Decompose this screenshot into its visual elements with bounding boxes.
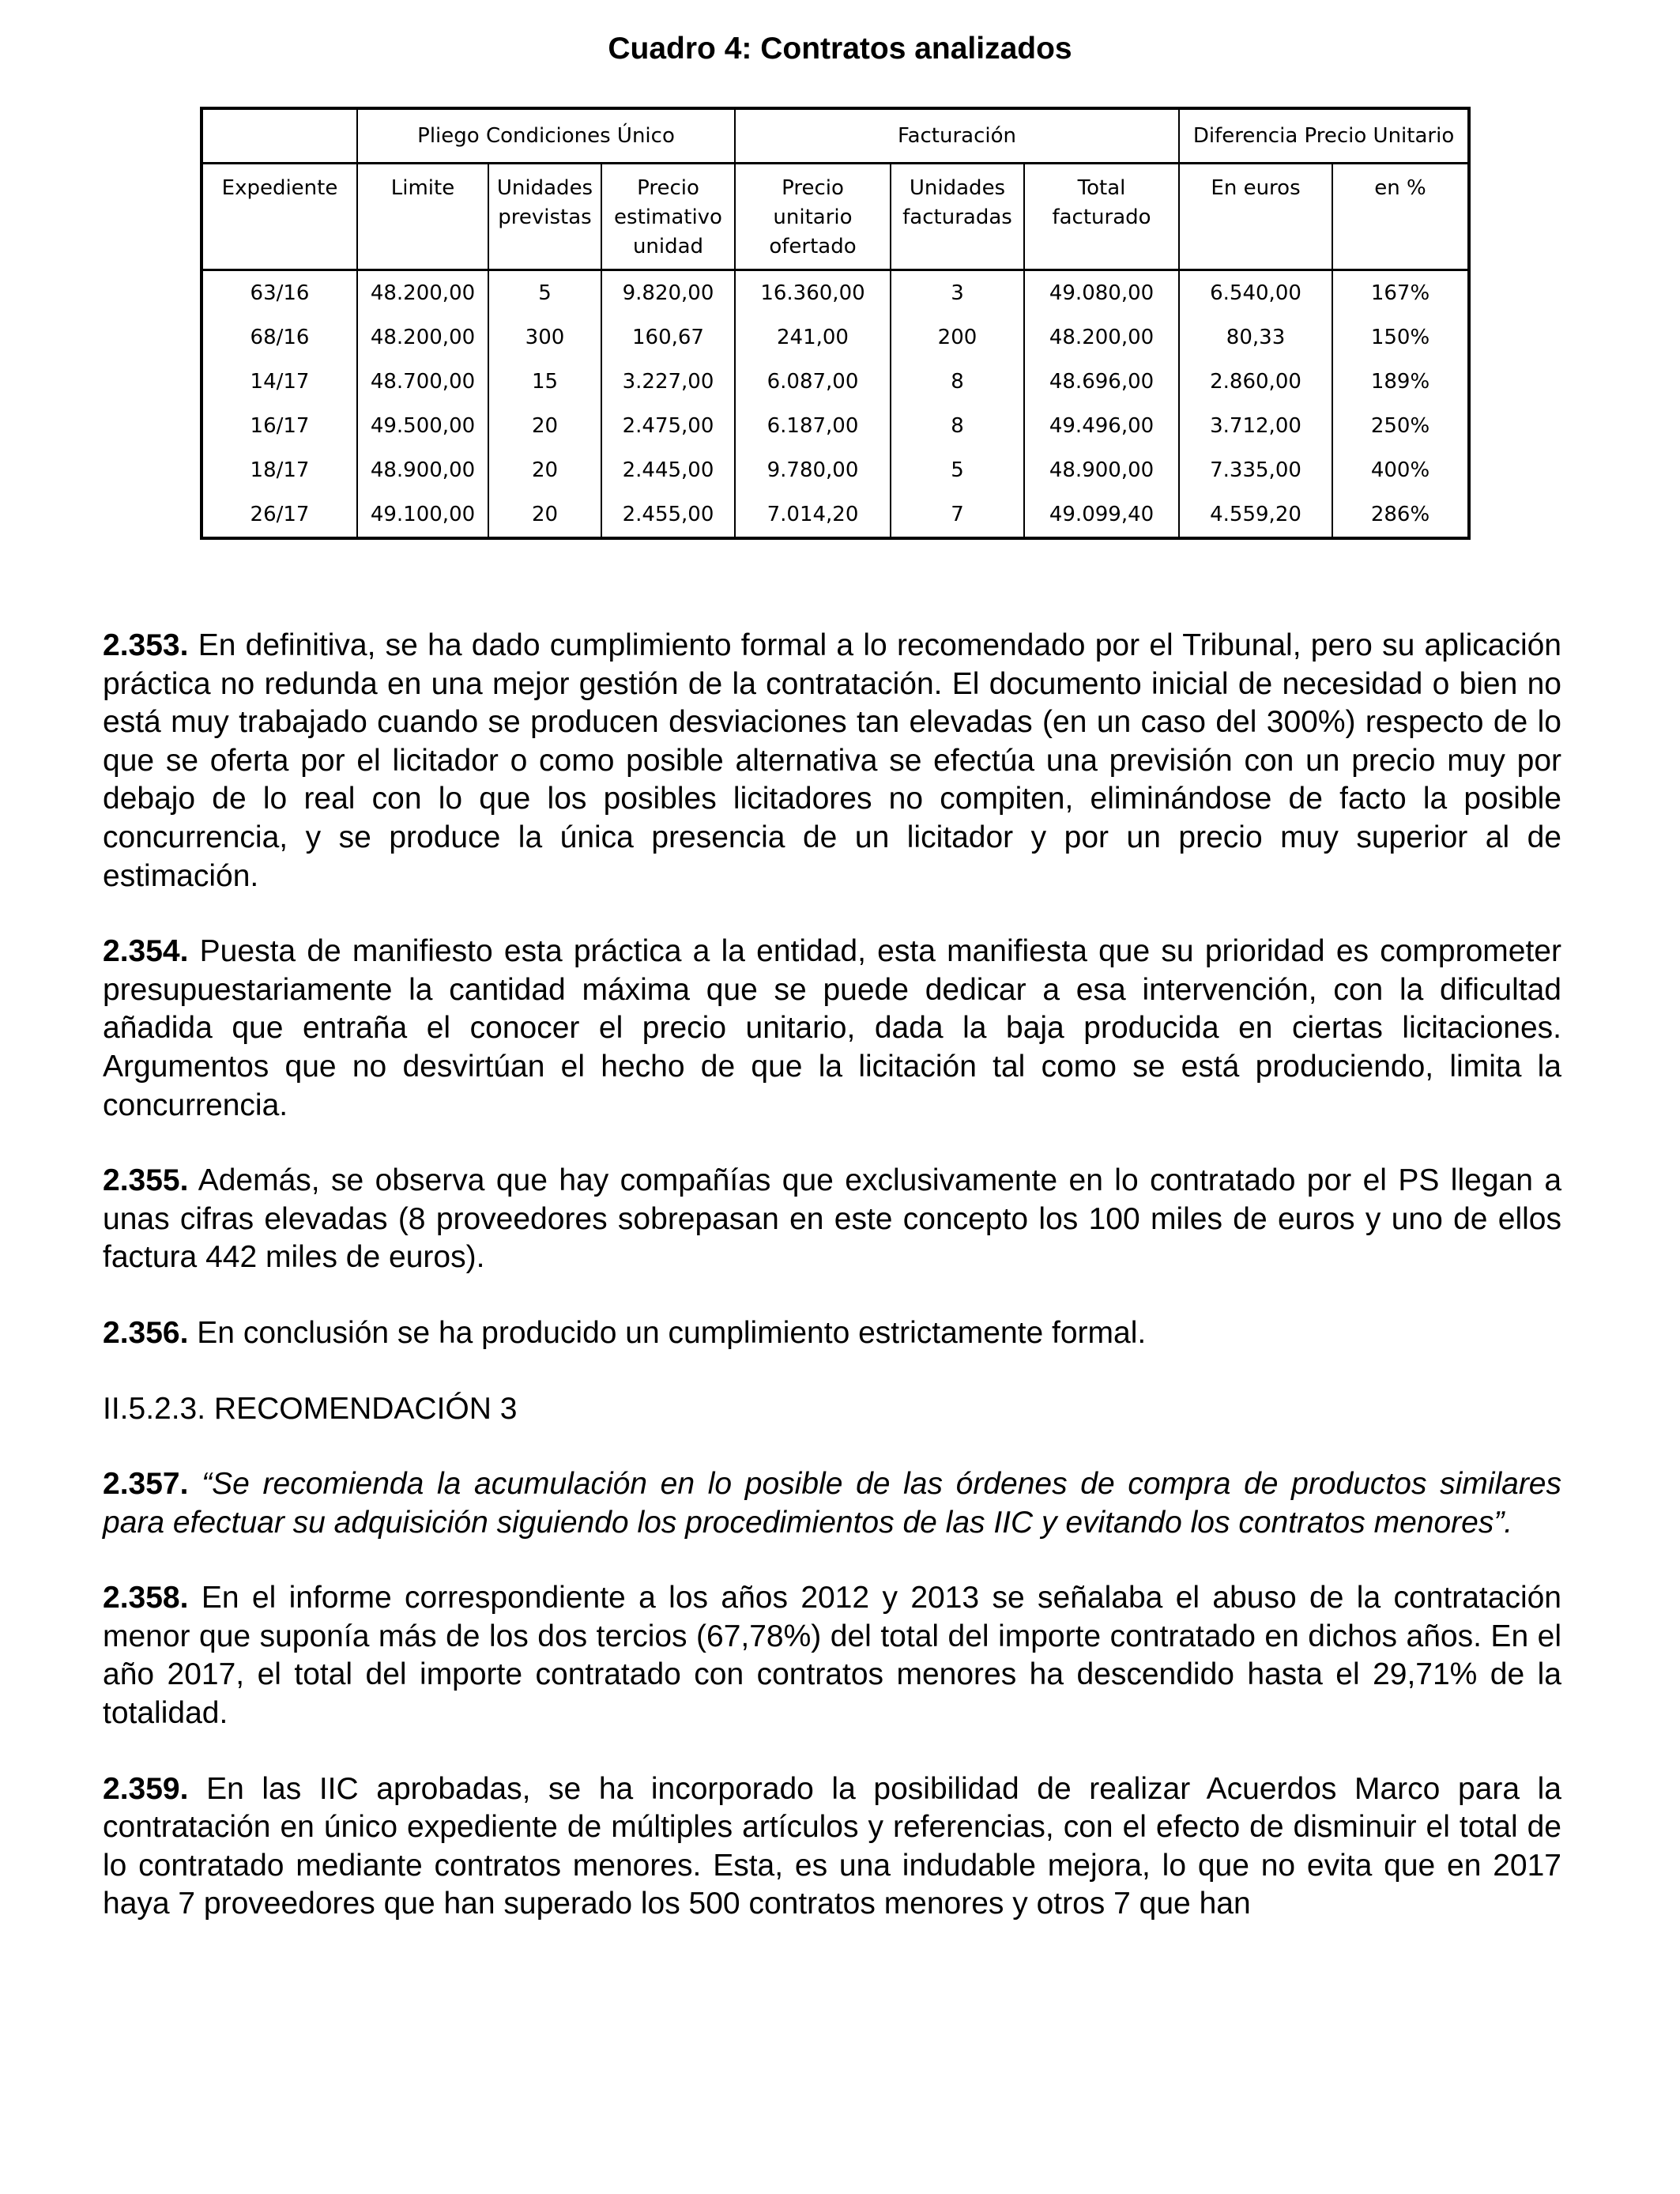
paragraph-2-355 — [103, 1162, 1561, 1277]
table-cell: 48.700,00 — [357, 360, 488, 404]
paragraph-text: En el informe correspondiente a los años 2012 y 2013 se señalaba el abuso de la contratación menor que suponía más de los dos tercios (67,78%) del total del importe contratado en dichos años. En el año 2017, el total del importe contratado con contratos menores ha descendido hasta el 29,71% de la totalidad. — [103, 1581, 1561, 1731]
table-cell: 49.500,00 — [357, 404, 488, 448]
col-header-precio-unitario-ofertado: Precio unitario ofertado — [735, 164, 891, 270]
table-cell: 49.080,00 — [1024, 270, 1179, 316]
group-header-empty — [202, 108, 357, 164]
table-cell: 2.445,00 — [601, 448, 735, 492]
col-header-unidades-previstas: Unidades previstas — [488, 164, 601, 270]
table-row — [202, 270, 1469, 316]
col-header-en-euros: En euros — [1179, 164, 1332, 270]
table-cell: 48.900,00 — [1024, 448, 1179, 492]
table-cell: 48.696,00 — [1024, 360, 1179, 404]
table-cell: 6.087,00 — [735, 360, 891, 404]
paragraph-2-353 — [103, 627, 1561, 895]
table-cell: 63/16 — [202, 270, 357, 316]
table-row — [202, 315, 1469, 360]
table-cell: 400% — [1332, 448, 1469, 492]
table-cell: 160,67 — [601, 315, 735, 360]
table-caption: Cuadro 4: Contratos analizados — [608, 32, 1072, 66]
paragraph-text: En definitiva, se ha dado cumplimiento formal a lo recomendado por el Tribunal, pero su aplicación práctica no redunda en una mejor gestión de la contratación. El documento inicial de necesidad o bien no está muy trabajado cuando se producen desviaciones tan elevadas (en un caso del 300%) respecto de lo que se oferta por el licitador o como posible alternativa se efectúa una previsión con un precio muy por debajo de lo real con lo que los posibles licitadores no compiten, eliminándose de facto la posible concurrencia, y se produce la única presencia de un licitador y por un precio muy superior al de estimación. — [103, 628, 1561, 893]
table-cell: 9.820,00 — [601, 270, 735, 316]
table-cell: 48.200,00 — [357, 270, 488, 316]
table-cell: 189% — [1332, 360, 1469, 404]
table-cell: 48.200,00 — [1024, 315, 1179, 360]
table-cell: 2.475,00 — [601, 404, 735, 448]
col-header-precio-estimativo: Precio estimativo unidad — [601, 164, 735, 270]
table-cell: 49.099,40 — [1024, 492, 1179, 538]
table-cell: 9.780,00 — [735, 448, 891, 492]
paragraph-text: Puesta de manifiesto esta práctica a la entidad, esta manifiesta que su prioridad es comprometer presupuestariamente la cantidad máxima que se puede dedicar a esa intervención, con la dificultad añadida que entraña el conocer el precio unitario, dada la baja producida en ciertas licitaciones. Argumentos que no desvirtúan el hecho de que la licitación tal como se está produciendo, limita la concurrencia. — [103, 934, 1561, 1122]
paragraph-text: En conclusión se ha producido un cumplimiento estrictamente formal. — [197, 1315, 1147, 1350]
table-row — [202, 360, 1469, 404]
group-header-diferencia: Diferencia Precio Unitario — [1179, 108, 1469, 164]
col-header-en-porcentaje: en % — [1332, 164, 1469, 270]
table-cell: 3.227,00 — [601, 360, 735, 404]
group-header-pliego: Pliego Condiciones Único — [357, 108, 735, 164]
table-column-header-row — [202, 164, 1469, 270]
table-cell: 48.900,00 — [357, 448, 488, 492]
paragraph-text: “Se recomienda la acumulación en lo posible de las órdenes de compra de productos similares para efectuar su adquisición siguiendo los procedimientos de las IIC y evitando los contratos menores”. — [103, 1467, 1561, 1540]
table-cell: 286% — [1332, 492, 1469, 538]
paragraph-number: 2.353. — [103, 628, 189, 662]
table-cell: 49.496,00 — [1024, 404, 1179, 448]
table-cell: 4.559,20 — [1179, 492, 1332, 538]
table-cell: 6.540,00 — [1179, 270, 1332, 316]
table-cell: 3 — [891, 270, 1024, 316]
table-cell: 7.014,20 — [735, 492, 891, 538]
table-cell: 150% — [1332, 315, 1469, 360]
table-cell: 5 — [891, 448, 1024, 492]
table-cell: 5 — [488, 270, 601, 316]
col-header-expediente: Expediente — [202, 164, 357, 270]
table-cell: 8 — [891, 360, 1024, 404]
table-cell: 18/17 — [202, 448, 357, 492]
contracts-table — [200, 107, 1471, 540]
table-group-header-row — [202, 108, 1469, 164]
table-cell: 80,33 — [1179, 315, 1332, 360]
paragraph-2-357 — [103, 1465, 1561, 1542]
col-header-total-facturado: Total facturado — [1024, 164, 1179, 270]
table-cell: 7 — [891, 492, 1024, 538]
table-cell: 167% — [1332, 270, 1469, 316]
table-cell: 49.100,00 — [357, 492, 488, 538]
paragraph-2-358 — [103, 1579, 1561, 1732]
table-cell: 48.200,00 — [357, 315, 488, 360]
table-cell: 68/16 — [202, 315, 357, 360]
table-cell: 6.187,00 — [735, 404, 891, 448]
table-body — [202, 270, 1469, 539]
paragraph-text: Además, se observa que hay compañías que exclusivamente en lo contratado por el PS llegan a unas cifras elevadas (8 proveedores sobrepasan en este concepto los 100 miles de euros y uno de ellos factura 442 miles de euros). — [103, 1163, 1562, 1275]
paragraph-text: En las IIC aprobadas, se ha incorporado la posibilidad de realizar Acuerdos Marco para la contratación en único expediente de múltiples artículos y referencias, con el efecto de disminuir el total de lo contratado mediante contratos menores. Esta, es una indudable mejora, lo que no evita que en 2017 haya 7 proveedores que han superado los 500 contratos menores y otros 7 que han — [103, 1771, 1562, 1921]
table-cell: 20 — [488, 448, 601, 492]
table-row — [202, 404, 1469, 448]
section-heading: II.5.2.3. RECOMENDACIÓN 3 — [103, 1391, 518, 1426]
paragraph-number: 2.359. — [103, 1771, 189, 1806]
table-cell: 8 — [891, 404, 1024, 448]
table-cell: 2.455,00 — [601, 492, 735, 538]
table-cell: 7.335,00 — [1179, 448, 1332, 492]
table-cell: 15 — [488, 360, 601, 404]
paragraph-2-356 — [103, 1314, 1561, 1353]
table-cell: 300 — [488, 315, 601, 360]
col-header-unidades-facturadas: Unidades facturadas — [891, 164, 1024, 270]
paragraph-number: 2.356. — [103, 1315, 189, 1350]
table-cell: 16.360,00 — [735, 270, 891, 316]
table-cell: 241,00 — [735, 315, 891, 360]
body-text — [103, 627, 1561, 1961]
table-cell: 20 — [488, 404, 601, 448]
table-cell: 20 — [488, 492, 601, 538]
table-cell: 26/17 — [202, 492, 357, 538]
paragraph-number: 2.358. — [103, 1581, 189, 1615]
table-cell: 16/17 — [202, 404, 357, 448]
paragraph-number: 2.354. — [103, 934, 189, 969]
paragraph-2-359 — [103, 1770, 1561, 1924]
table-cell: 2.860,00 — [1179, 360, 1332, 404]
table-row — [202, 492, 1469, 538]
group-header-facturacion: Facturación — [735, 108, 1179, 164]
col-header-limite: Limite — [357, 164, 488, 270]
paragraph-number: 2.355. — [103, 1163, 189, 1198]
paragraph-number: 2.357. — [103, 1467, 189, 1502]
table-cell: 3.712,00 — [1179, 404, 1332, 448]
table-cell: 250% — [1332, 404, 1469, 448]
table-cell: 14/17 — [202, 360, 357, 404]
paragraph-2-354 — [103, 933, 1561, 1125]
table-cell: 200 — [891, 315, 1024, 360]
table-row — [202, 448, 1469, 492]
